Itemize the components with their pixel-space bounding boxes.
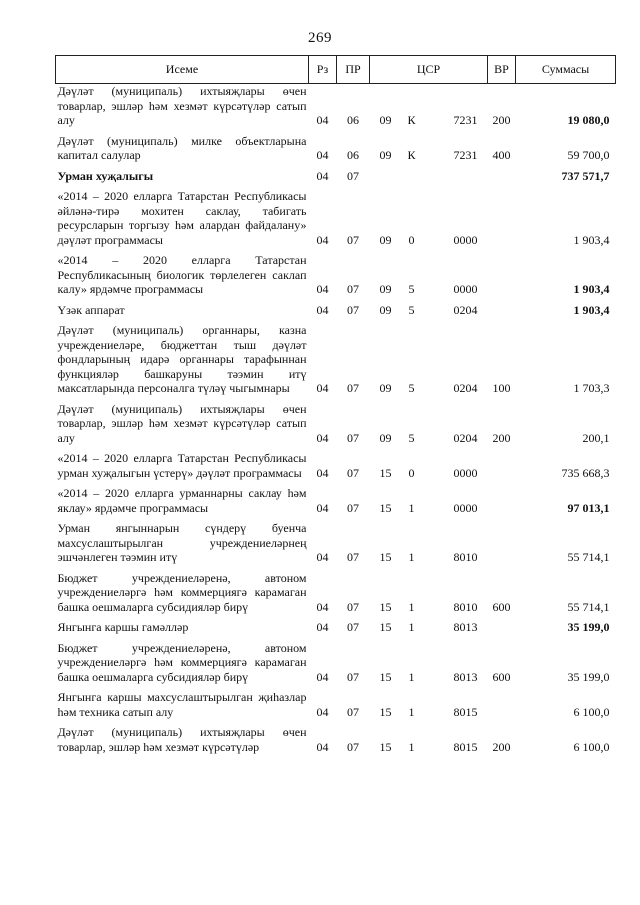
table-row xyxy=(56,447,616,482)
budget-table xyxy=(55,55,616,756)
table-row xyxy=(56,721,616,756)
row-pr: 07 xyxy=(347,465,359,480)
header-pr: ПР xyxy=(337,56,370,84)
csr-part-3 xyxy=(428,113,444,128)
csr-part-1: 09 xyxy=(379,232,392,247)
csr-part-1: 15 xyxy=(379,739,392,754)
csr-code xyxy=(370,670,488,685)
row-vr: 200 xyxy=(492,430,511,445)
csr-part-1: 09 xyxy=(379,381,392,395)
row-pr: 07 xyxy=(347,282,359,296)
row-rz: 04 xyxy=(316,168,329,183)
row-pr: 07 xyxy=(347,669,359,684)
row-rz: 04 xyxy=(316,739,329,754)
row-pr: 07 xyxy=(347,430,359,445)
table-row xyxy=(56,249,616,299)
row-name: Дәүләт (муниципаль) ихтыяҗлары өчен товарлар, эшләр һәм хезмәт күрсәтүләр сатып алу xyxy=(57,84,307,127)
csr-part-3 xyxy=(428,381,444,396)
csr-part-3 xyxy=(428,620,444,635)
csr-part-2: К xyxy=(407,113,416,127)
csr-part-4: 0000 xyxy=(453,232,478,247)
row-csr xyxy=(370,517,488,567)
table-header xyxy=(56,56,616,84)
row-vr xyxy=(488,299,516,320)
csr-part-3 xyxy=(428,233,444,248)
row-vr: 200 xyxy=(492,739,511,754)
row-vr xyxy=(488,616,516,637)
csr-part-3 xyxy=(428,501,444,516)
row-csr xyxy=(370,447,488,482)
row-csr xyxy=(370,616,488,637)
row-name: Үзәк аппарат xyxy=(57,302,125,317)
row-sum: 97 013,1 xyxy=(567,500,610,515)
csr-part-4: 7231 xyxy=(453,113,478,127)
row-rz: 04 xyxy=(316,282,329,296)
csr-part-3 xyxy=(428,705,444,720)
row-sum: 737 571,7 xyxy=(561,168,610,183)
row-vr xyxy=(488,165,516,186)
csr-part-3 xyxy=(428,431,444,446)
row-sum: 1 903,4 xyxy=(573,282,610,296)
page-number: 269 xyxy=(308,30,332,46)
row-sum: 735 668,3 xyxy=(561,465,610,480)
row-pr: 07 xyxy=(347,739,359,754)
row-rz: 04 xyxy=(316,302,329,317)
row-csr xyxy=(370,398,488,448)
csr-code xyxy=(370,148,488,163)
table-row xyxy=(56,84,616,130)
csr-part-2: 5 xyxy=(408,282,415,296)
header-sum: Суммасы xyxy=(516,56,616,84)
row-vr xyxy=(488,447,516,482)
row-rz: 04 xyxy=(316,148,329,162)
row-pr: 06 xyxy=(347,148,359,162)
row-rz: 04 xyxy=(316,550,329,564)
row-pr: 07 xyxy=(347,550,359,564)
csr-part-1: 15 xyxy=(379,550,392,564)
csr-part-4: 8013 xyxy=(453,620,478,634)
csr-part-1: 15 xyxy=(379,500,392,515)
row-vr xyxy=(488,517,516,567)
row-vr xyxy=(488,686,516,721)
table-row xyxy=(56,567,616,617)
csr-part-2: 1 xyxy=(408,550,415,564)
row-rz: 04 xyxy=(316,500,329,515)
row-pr: 07 xyxy=(347,500,359,515)
csr-code xyxy=(370,501,488,516)
csr-part-4: 0204 xyxy=(453,430,478,445)
csr-code xyxy=(370,600,488,615)
row-vr: 600 xyxy=(492,599,511,614)
csr-part-2: 1 xyxy=(408,620,415,634)
row-vr xyxy=(488,185,516,249)
csr-part-3 xyxy=(428,600,444,615)
csr-part-4: 0000 xyxy=(453,282,478,296)
row-vr: 600 xyxy=(492,669,511,684)
row-sum: 19 080,0 xyxy=(567,113,610,127)
header-csr: ЦСР xyxy=(370,56,488,84)
row-sum: 1 903,4 xyxy=(573,302,610,317)
csr-code xyxy=(370,431,488,446)
table-row xyxy=(56,165,616,186)
row-name: Урман янгыннарын сүндерү буенча махсуслаштырылган учреждениеләрнең эшчәнлеген тәэмин итү xyxy=(57,521,307,564)
header-name: Исеме xyxy=(56,56,309,84)
table-row xyxy=(56,616,616,637)
csr-part-1: 15 xyxy=(379,620,392,634)
row-csr xyxy=(370,686,488,721)
row-csr xyxy=(370,84,488,130)
csr-part-4: 0204 xyxy=(453,381,478,395)
csr-part-2: К xyxy=(407,148,416,162)
csr-code xyxy=(370,303,488,318)
table-row xyxy=(56,637,616,687)
table-row xyxy=(56,319,616,398)
row-csr xyxy=(370,299,488,320)
csr-part-2: 0 xyxy=(408,232,415,247)
row-vr xyxy=(488,249,516,299)
csr-part-2: 1 xyxy=(408,739,415,754)
csr-part-1: 09 xyxy=(379,430,392,445)
row-rz: 04 xyxy=(316,620,329,634)
csr-code xyxy=(370,620,488,635)
csr-part-3 xyxy=(428,303,444,318)
csr-part-4: 0000 xyxy=(453,465,478,480)
row-pr: 07 xyxy=(347,620,359,634)
row-rz: 04 xyxy=(316,381,329,395)
header-rz: Рз xyxy=(309,56,337,84)
csr-part-3 xyxy=(428,282,444,297)
row-name: Дәүләт (муниципаль) милке объектларына капитал салулар xyxy=(57,133,307,162)
row-sum: 6 100,0 xyxy=(573,704,610,719)
csr-code xyxy=(370,381,488,396)
row-name: Янгынга каршы гамәлләр xyxy=(57,620,189,634)
table-row xyxy=(56,299,616,320)
row-csr xyxy=(370,637,488,687)
csr-part-2: 1 xyxy=(408,669,415,684)
row-name: Дәүләт (муниципаль) ихтыяҗлары өчен товарлар, эшләр һәм хезмәт күрсәтүләр сатып алу xyxy=(57,401,307,445)
csr-code xyxy=(370,233,488,248)
row-csr xyxy=(370,721,488,756)
row-vr: 200 xyxy=(492,113,511,127)
row-pr: 07 xyxy=(347,302,359,317)
table-row xyxy=(56,517,616,567)
csr-part-4: 8010 xyxy=(453,550,478,564)
row-csr xyxy=(370,165,488,186)
row-vr: 400 xyxy=(492,148,511,162)
csr-part-2: 1 xyxy=(408,599,415,614)
row-name: Бюджет учреждениеләренә, автоном учреждениеләргә һәм коммерциягә карамаган башка оешмаларга субсидияләр бирү xyxy=(57,640,307,684)
row-sum: 1 903,4 xyxy=(573,232,610,247)
row-name: «2014 – 2020 елларга Татарстан Республикасының биологик төрлелеген саклап калу» ярдәмче программасы xyxy=(57,253,307,296)
csr-part-4: 0204 xyxy=(453,302,478,317)
csr-part-1: 15 xyxy=(379,669,392,684)
row-name: Янгынга каршы махсуслаштырылган җиһазлар һәм техника сатып алу xyxy=(57,690,307,719)
row-pr: 06 xyxy=(347,113,359,127)
csr-part-4: 8013 xyxy=(453,669,478,684)
csr-part-4: 8015 xyxy=(453,704,478,719)
csr-part-1: 15 xyxy=(379,465,392,480)
csr-part-2: 1 xyxy=(408,500,415,515)
csr-part-2: 1 xyxy=(408,704,415,719)
csr-part-3 xyxy=(428,148,444,163)
csr-part-2: 0 xyxy=(408,465,415,480)
row-rz: 04 xyxy=(316,669,329,684)
csr-part-1: 15 xyxy=(379,704,392,719)
row-sum: 59 700,0 xyxy=(567,148,610,162)
csr-part-2: 5 xyxy=(408,302,415,317)
table-row xyxy=(56,130,616,165)
row-pr: 07 xyxy=(347,168,359,183)
table-row xyxy=(56,398,616,448)
csr-part-4: 8015 xyxy=(453,739,478,754)
csr-part-1: 09 xyxy=(379,148,392,162)
csr-code xyxy=(370,113,488,128)
csr-part-1: 09 xyxy=(379,113,392,127)
csr-code xyxy=(370,705,488,720)
csr-part-3 xyxy=(428,670,444,685)
row-name: «2014 – 2020 елларга урманнарны саклау һәм яклау» ярдәмче программасы xyxy=(57,486,307,515)
csr-part-1: 15 xyxy=(379,599,392,614)
row-pr: 07 xyxy=(347,381,359,395)
csr-part-4: 0000 xyxy=(453,500,478,515)
row-sum: 1 703,3 xyxy=(573,381,610,395)
csr-code xyxy=(370,282,488,297)
table-row xyxy=(56,482,616,517)
row-name: Дәүләт (муниципаль) ихтыяҗлары өчен товарлар, эшләр һәм хезмәт күрсәтүләр xyxy=(57,725,307,754)
row-vr: 100 xyxy=(492,381,511,395)
row-rz: 04 xyxy=(316,430,329,445)
csr-code xyxy=(370,550,488,565)
row-sum: 200,1 xyxy=(582,430,610,445)
csr-code xyxy=(370,466,488,481)
row-rz: 04 xyxy=(316,599,329,614)
row-sum: 35 199,0 xyxy=(567,669,610,684)
row-vr xyxy=(488,482,516,517)
row-csr xyxy=(370,567,488,617)
table-row xyxy=(56,185,616,249)
row-pr: 07 xyxy=(347,704,359,719)
row-name: «2014 – 2020 елларга Татарстан Республикасы урман хуҗалыгын үстерү» дәүләт программасы xyxy=(57,451,307,480)
row-csr xyxy=(370,185,488,249)
csr-part-3 xyxy=(428,550,444,565)
row-sum: 55 714,1 xyxy=(567,599,610,614)
row-csr xyxy=(370,482,488,517)
row-pr: 07 xyxy=(347,232,359,247)
row-sum: 35 199,0 xyxy=(567,620,610,634)
row-name: Дәүләт (муниципаль) органнары, казна учреждениеләре, бюджеттан тыш дәүләт фондларының идарә органнары тарафыннан функцияләр башкаруны тәэмин итү максатларында персоналга түләү чыгымнары xyxy=(57,323,307,395)
csr-part-4: 8010 xyxy=(453,599,478,614)
row-csr xyxy=(370,319,488,398)
csr-part-1: 09 xyxy=(379,302,392,317)
csr-part-3 xyxy=(428,740,444,755)
table-body xyxy=(56,84,616,757)
row-rz: 04 xyxy=(316,232,329,247)
row-rz: 04 xyxy=(316,704,329,719)
row-name: Бюджет учреждениеләренә, автоном учреждениеләргә һәм коммерциягә карамаган башка оешмаларга субсидияләр бирү xyxy=(57,570,307,614)
csr-part-1: 09 xyxy=(379,282,392,296)
row-rz: 04 xyxy=(316,465,329,480)
row-pr: 07 xyxy=(347,599,359,614)
row-csr xyxy=(370,130,488,165)
row-sum: 6 100,0 xyxy=(573,739,610,754)
row-name: «2014 – 2020 елларга Татарстан Республикасы әйләнә-тирә мохитен саклау, табигать ресурсларын торгызу һәм алардан файдалану» дәүләт программасы xyxy=(57,189,307,247)
table-row xyxy=(56,686,616,721)
csr-part-4: 7231 xyxy=(453,148,478,162)
row-rz: 04 xyxy=(316,113,329,127)
csr-part-2: 5 xyxy=(408,381,415,395)
header-vr: ВР xyxy=(488,56,516,84)
row-sum: 55 714,1 xyxy=(567,550,610,564)
csr-part-2: 5 xyxy=(408,430,415,445)
csr-part-3 xyxy=(428,466,444,481)
row-name: Урман хуҗалыгы xyxy=(57,168,154,183)
row-csr xyxy=(370,249,488,299)
csr-code xyxy=(370,740,488,755)
